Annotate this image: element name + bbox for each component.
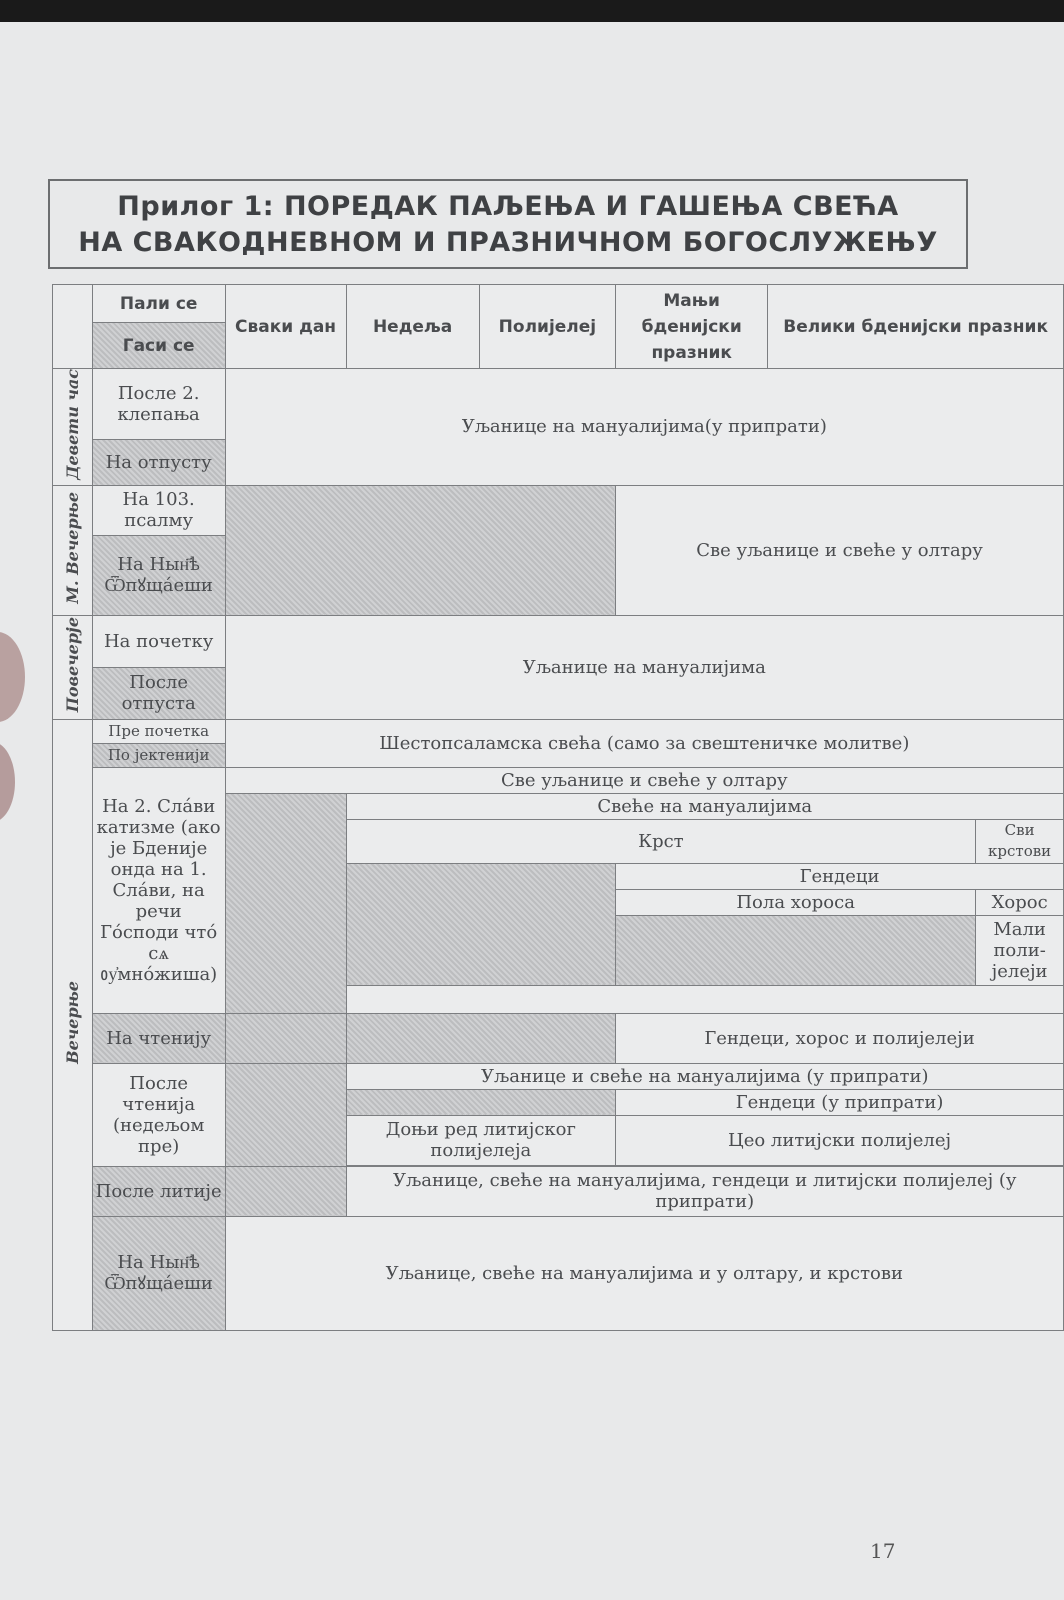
rule-cell: Пола хороса [616, 889, 976, 915]
section-label: М. Вечерње [62, 491, 82, 604]
rule-cell: Уљанице и свеће на мануалијима (у припрати) [346, 1063, 1063, 1089]
rule-cell: Гендеци, хорос и полијелеји [616, 1013, 1064, 1063]
section-small-vespers [53, 485, 93, 615]
title-line-2: НА СВАКОДНЕВНОМ И ПРАЗНИЧНОМ БОГОСЛУЖЕЊУ [78, 227, 938, 258]
finger-shadow [0, 742, 15, 822]
end-cell: После отпуста [92, 667, 225, 719]
time-cell: На чтенију [92, 1013, 225, 1063]
rule-cell: Уљанице на мануалијима [225, 615, 1063, 719]
rule-cell: Цео литијски полијелеј [616, 1115, 1064, 1165]
end-cell: На Нын҃ѣ Ѿпꙋща́еши [92, 535, 225, 615]
end-cell: На отпусту [92, 439, 225, 485]
rule-cell: Мали поли-јелеји [976, 915, 1064, 985]
rule-cell: Све уљанице и свеће у олтару [616, 485, 1064, 615]
shaded-cell [225, 1013, 346, 1063]
rule-cell: Крст [346, 819, 976, 863]
rule-cell: Уљанице, свеће на мануалијима и у олтару, и крстови [225, 1216, 1063, 1330]
shaded-cell [225, 1166, 346, 1216]
rule-cell: Гендеци [616, 863, 1064, 889]
time-cell: После чтенија (недељом пре) [92, 1063, 225, 1166]
rule-cell: Уљанице на мануалијима(у припрати) [225, 369, 1063, 486]
rule-cell: Уљанице, свеће на мануалијима, гендеци и литијски полијелеј (у припрати) [346, 1166, 1063, 1216]
section-compline [53, 615, 93, 719]
page-number: 17 [870, 1539, 896, 1563]
shaded-cell [346, 1013, 616, 1063]
rule-cell: Доњи ред литијског полијелеја [346, 1115, 616, 1165]
time-cell: На Нын҃ѣ Ѿпꙋща́еши [92, 1216, 225, 1330]
section-label: Повечерје [62, 617, 82, 713]
time-cell: Пре почетка [92, 719, 225, 743]
time-cell: На 103. псалму [92, 485, 225, 535]
rule-cell: Свеће на мануалијима [346, 793, 1063, 819]
header-col-minor-feast: Мањи бденијски празник [616, 285, 768, 369]
finger-shadow [0, 632, 25, 722]
time-cell: После 2. клепања [92, 369, 225, 440]
shaded-cell [225, 793, 346, 1013]
rule-cell: Све уљанице и свеће у олтару [225, 767, 1063, 793]
section-vespers [53, 719, 93, 1330]
shaded-cell [346, 1089, 616, 1115]
shaded-cell [225, 485, 616, 615]
end-cell: По јектенији [92, 743, 225, 767]
header-col-polyeleos: Полијелеј [479, 285, 615, 369]
document-page [0, 22, 1064, 1600]
header-col-every-day: Сваки дан [225, 285, 346, 369]
rule-cell: Сви крстови [976, 819, 1064, 863]
shaded-cell [225, 1063, 346, 1166]
time-cell: На 2. Сла́ви катизме (ако је Бденије онда на 1. Сла́ви, на речи Го́споди что́ сѧ ᲂу҆мно́жиша) [92, 767, 225, 1013]
header-extinguish: Гаси се [92, 323, 225, 369]
time-cell: После литије [92, 1166, 225, 1216]
section-ninth-hour [53, 369, 93, 486]
rule-cell: Шестопсаламска свећа (само за свештеничке молитве) [225, 719, 1063, 767]
spacer-cell [346, 985, 1063, 1013]
shaded-cell [616, 915, 976, 985]
rule-cell: Гендеци (у припрати) [616, 1089, 1064, 1115]
section-label: Девети час [62, 369, 82, 480]
page-title [48, 179, 968, 269]
header-col-great-feast: Велики бденијски празник [768, 285, 1064, 369]
header-col-sunday: Недеља [346, 285, 479, 369]
title-line-1: Прилог 1: ПОРЕДАК ПАЉЕЊА И ГАШЕЊА СВЕЋА [117, 191, 899, 222]
header-light: Пали се [92, 285, 225, 323]
shaded-cell [346, 863, 616, 985]
candle-order-table [52, 284, 1064, 1331]
time-cell: На почетку [92, 615, 225, 667]
corner-cell [53, 285, 93, 369]
rule-cell: Хорос [976, 889, 1064, 915]
section-label: Вечерње [62, 980, 82, 1064]
